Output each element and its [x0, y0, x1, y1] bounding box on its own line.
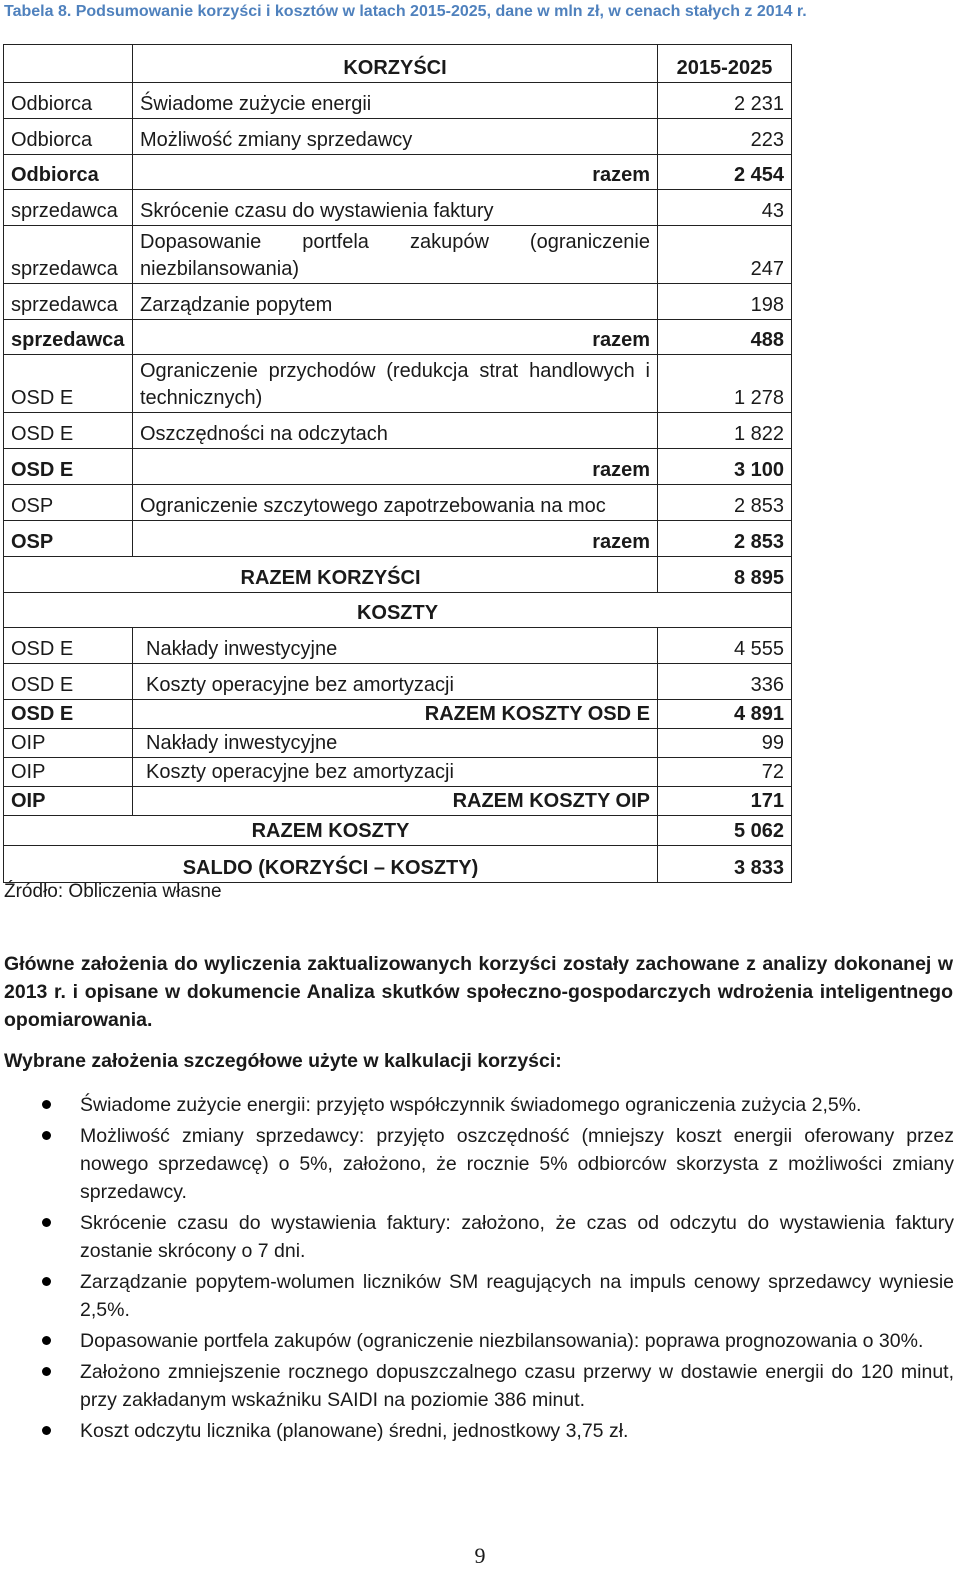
party-cell: OSD E	[4, 413, 133, 449]
item-cell: Nakłady inwestycyjne	[133, 729, 658, 758]
party-cell: sprzedawca	[4, 226, 133, 284]
subtotal-value: 488	[658, 320, 792, 355]
table-row	[4, 355, 792, 413]
total-costs-value: 5 062	[658, 816, 792, 846]
subtotal-value: 2 454	[658, 155, 792, 190]
subtotal-row	[4, 700, 792, 729]
subtotal-value: 171	[658, 787, 792, 816]
balance-value: 3 833	[658, 846, 792, 883]
item-cell: Świadome zużycie energii	[133, 83, 658, 119]
table-caption: Tabela 8. Podsumowanie korzyści i kosztów w latach 2015-2025, dane w mln zł, w cenach stałych z 2014 r.	[4, 3, 807, 20]
list-item	[0, 1268, 954, 1324]
total-costs-label: RAZEM KOSZTY	[4, 816, 658, 846]
item-cell: Możliwość zmiany sprzedawcy	[133, 119, 658, 155]
main-paragraph: Główne założenia do wyliczenia zaktualizowanych korzyści zostały zachowane z analizy dokonanej w 2013 r. i opisane w dokumencie Analiza skutków społeczno-gospodarczych wdrożenia inteligentnego opomiarowania.	[4, 953, 953, 1031]
subtotal-row	[4, 521, 792, 557]
page-number: 9	[474, 1543, 486, 1568]
item-cell: Skrócenie czasu do wystawienia faktury	[133, 190, 658, 226]
list-item-text: Koszt odczytu licznika (planowane) średni, jednostkowy 3,75 zł.	[80, 1420, 629, 1442]
value-cell: 72	[658, 758, 792, 787]
table-header-row	[4, 45, 792, 83]
list-item-text: Skrócenie czasu do wystawienia faktury: założono, że czas od odczytu do wystawienia faktury zostanie skrócony o 7 dni.	[80, 1212, 954, 1262]
party-cell: OSP	[4, 521, 133, 557]
bullet-icon	[42, 1218, 51, 1227]
table-row	[4, 664, 792, 700]
value-cell: 198	[658, 284, 792, 320]
table-row	[4, 729, 792, 758]
subtotal-row	[4, 320, 792, 355]
item-cell: Oszczędności na odczytach	[133, 413, 658, 449]
bullet-icon	[42, 1367, 51, 1376]
list-item-text: Dopasowanie portfela zakupów (ograniczenie niezbilansowania): poprawa prognozowania o 30%.	[80, 1330, 924, 1352]
summary-table	[3, 44, 792, 883]
list-item	[0, 1122, 954, 1206]
item-cell: Koszty operacyjne bez amortyzacji	[133, 664, 658, 700]
costs-header-row	[4, 593, 792, 628]
balance-label: SALDO (KORZYŚCI – KOSZTY)	[4, 846, 658, 883]
item-cell: Zarządzanie popytem	[133, 284, 658, 320]
table-row	[4, 119, 792, 155]
subtotal-label: razem	[133, 521, 658, 557]
source-note: Źródło: Obliczenia własne	[4, 881, 222, 902]
table-row	[4, 226, 792, 284]
total-benefits-value: 8 895	[658, 557, 792, 593]
party-cell: OIP	[4, 758, 133, 787]
subtotal-row	[4, 449, 792, 485]
benefits-header: KORZYŚCI	[133, 45, 658, 83]
subtotal-value: 4 891	[658, 700, 792, 729]
subtotal-label: razem	[133, 449, 658, 485]
party-cell: OSD E	[4, 664, 133, 700]
total-benefits-row	[4, 557, 792, 593]
list-item-text: Założono zmniejszenie rocznego dopuszczalnego czasu przerwy w dostawie energii do 120 minut, przy zakładanym wskaźniku SAIDI na poziomie 386 minut.	[80, 1361, 954, 1411]
value-cell: 247	[658, 226, 792, 284]
list-item	[0, 1358, 954, 1414]
table-row	[4, 485, 792, 521]
subtotal-value: 3 100	[658, 449, 792, 485]
table-row	[4, 83, 792, 119]
table-row	[4, 758, 792, 787]
subtotal-label: razem	[133, 155, 658, 190]
period-header: 2015-2025	[658, 45, 792, 83]
table-row	[4, 190, 792, 226]
bullet-icon	[42, 1100, 51, 1109]
subtotal-row	[4, 155, 792, 190]
party-cell: OIP	[4, 729, 133, 758]
value-cell: 2 231	[658, 83, 792, 119]
assumptions-list	[0, 1091, 954, 1448]
balance-row	[4, 846, 792, 883]
total-benefits-label: RAZEM KORZYŚCI	[4, 557, 658, 593]
assumptions-heading: Wybrane założenia szczegółowe użyte w kalkulacji korzyści:	[4, 1050, 562, 1072]
table-row	[4, 284, 792, 320]
party-cell: sprzedawca	[4, 190, 133, 226]
bullet-icon	[42, 1131, 51, 1140]
party-cell: OSD E	[4, 628, 133, 664]
item-cell: Ograniczenie szczytowego zapotrzebowania na moc	[133, 485, 658, 521]
item-cell: Dopasowanie portfela zakupów (ograniczenie niezbilansowania)	[133, 226, 658, 284]
value-cell: 1 278	[658, 355, 792, 413]
subtotal-label: RAZEM KOSZTY OIP	[133, 787, 658, 816]
table-row	[4, 413, 792, 449]
party-cell: sprzedawca	[4, 284, 133, 320]
value-cell: 2 853	[658, 485, 792, 521]
list-item	[0, 1209, 954, 1265]
list-item-text: Możliwość zmiany sprzedawcy: przyjęto oszczędność (mniejszy koszt energii oferowany przez nowego sprzedawcę) o 5%, założono, że rocznie 5% odbiorców skorzysta z możliwości zmiany sprzedawcy.	[80, 1125, 954, 1203]
bullet-icon	[42, 1277, 51, 1286]
party-cell: OSD E	[4, 355, 133, 413]
item-cell: Koszty operacyjne bez amortyzacji	[133, 758, 658, 787]
table-row	[4, 628, 792, 664]
party-cell: OIP	[4, 787, 133, 816]
list-item-text: Zarządzanie popytem-wolumen liczników SM reagujących na impuls cenowy sprzedawcy wyniesie 2,5%.	[80, 1271, 954, 1321]
subtotal-row	[4, 787, 792, 816]
value-cell: 1 822	[658, 413, 792, 449]
party-cell: sprzedawca	[4, 320, 133, 355]
value-cell: 223	[658, 119, 792, 155]
party-cell: Odbiorca	[4, 119, 133, 155]
item-cell: Nakłady inwestycyjne	[133, 628, 658, 664]
bullet-icon	[42, 1336, 51, 1345]
value-cell: 336	[658, 664, 792, 700]
value-cell: 99	[658, 729, 792, 758]
subtotal-value: 2 853	[658, 521, 792, 557]
header-empty-cell	[4, 45, 133, 83]
total-costs-row	[4, 816, 792, 846]
party-cell: OSP	[4, 485, 133, 521]
list-item	[0, 1327, 954, 1355]
value-cell: 43	[658, 190, 792, 226]
value-cell: 4 555	[658, 628, 792, 664]
list-item	[0, 1417, 954, 1445]
bullet-icon	[42, 1426, 51, 1435]
costs-header: KOSZTY	[4, 593, 792, 628]
item-cell: Ograniczenie przychodów (redukcja strat handlowych i technicznych)	[133, 355, 658, 413]
party-cell: OSD E	[4, 449, 133, 485]
subtotal-label: RAZEM KOSZTY OSD E	[133, 700, 658, 729]
list-item	[0, 1091, 954, 1119]
party-cell: OSD E	[4, 700, 133, 729]
subtotal-label: razem	[133, 320, 658, 355]
party-cell: Odbiorca	[4, 83, 133, 119]
party-cell: Odbiorca	[4, 155, 133, 190]
list-item-text: Świadome zużycie energii: przyjęto współczynnik świadomego ograniczenia zużycia 2,5%.	[80, 1094, 862, 1116]
